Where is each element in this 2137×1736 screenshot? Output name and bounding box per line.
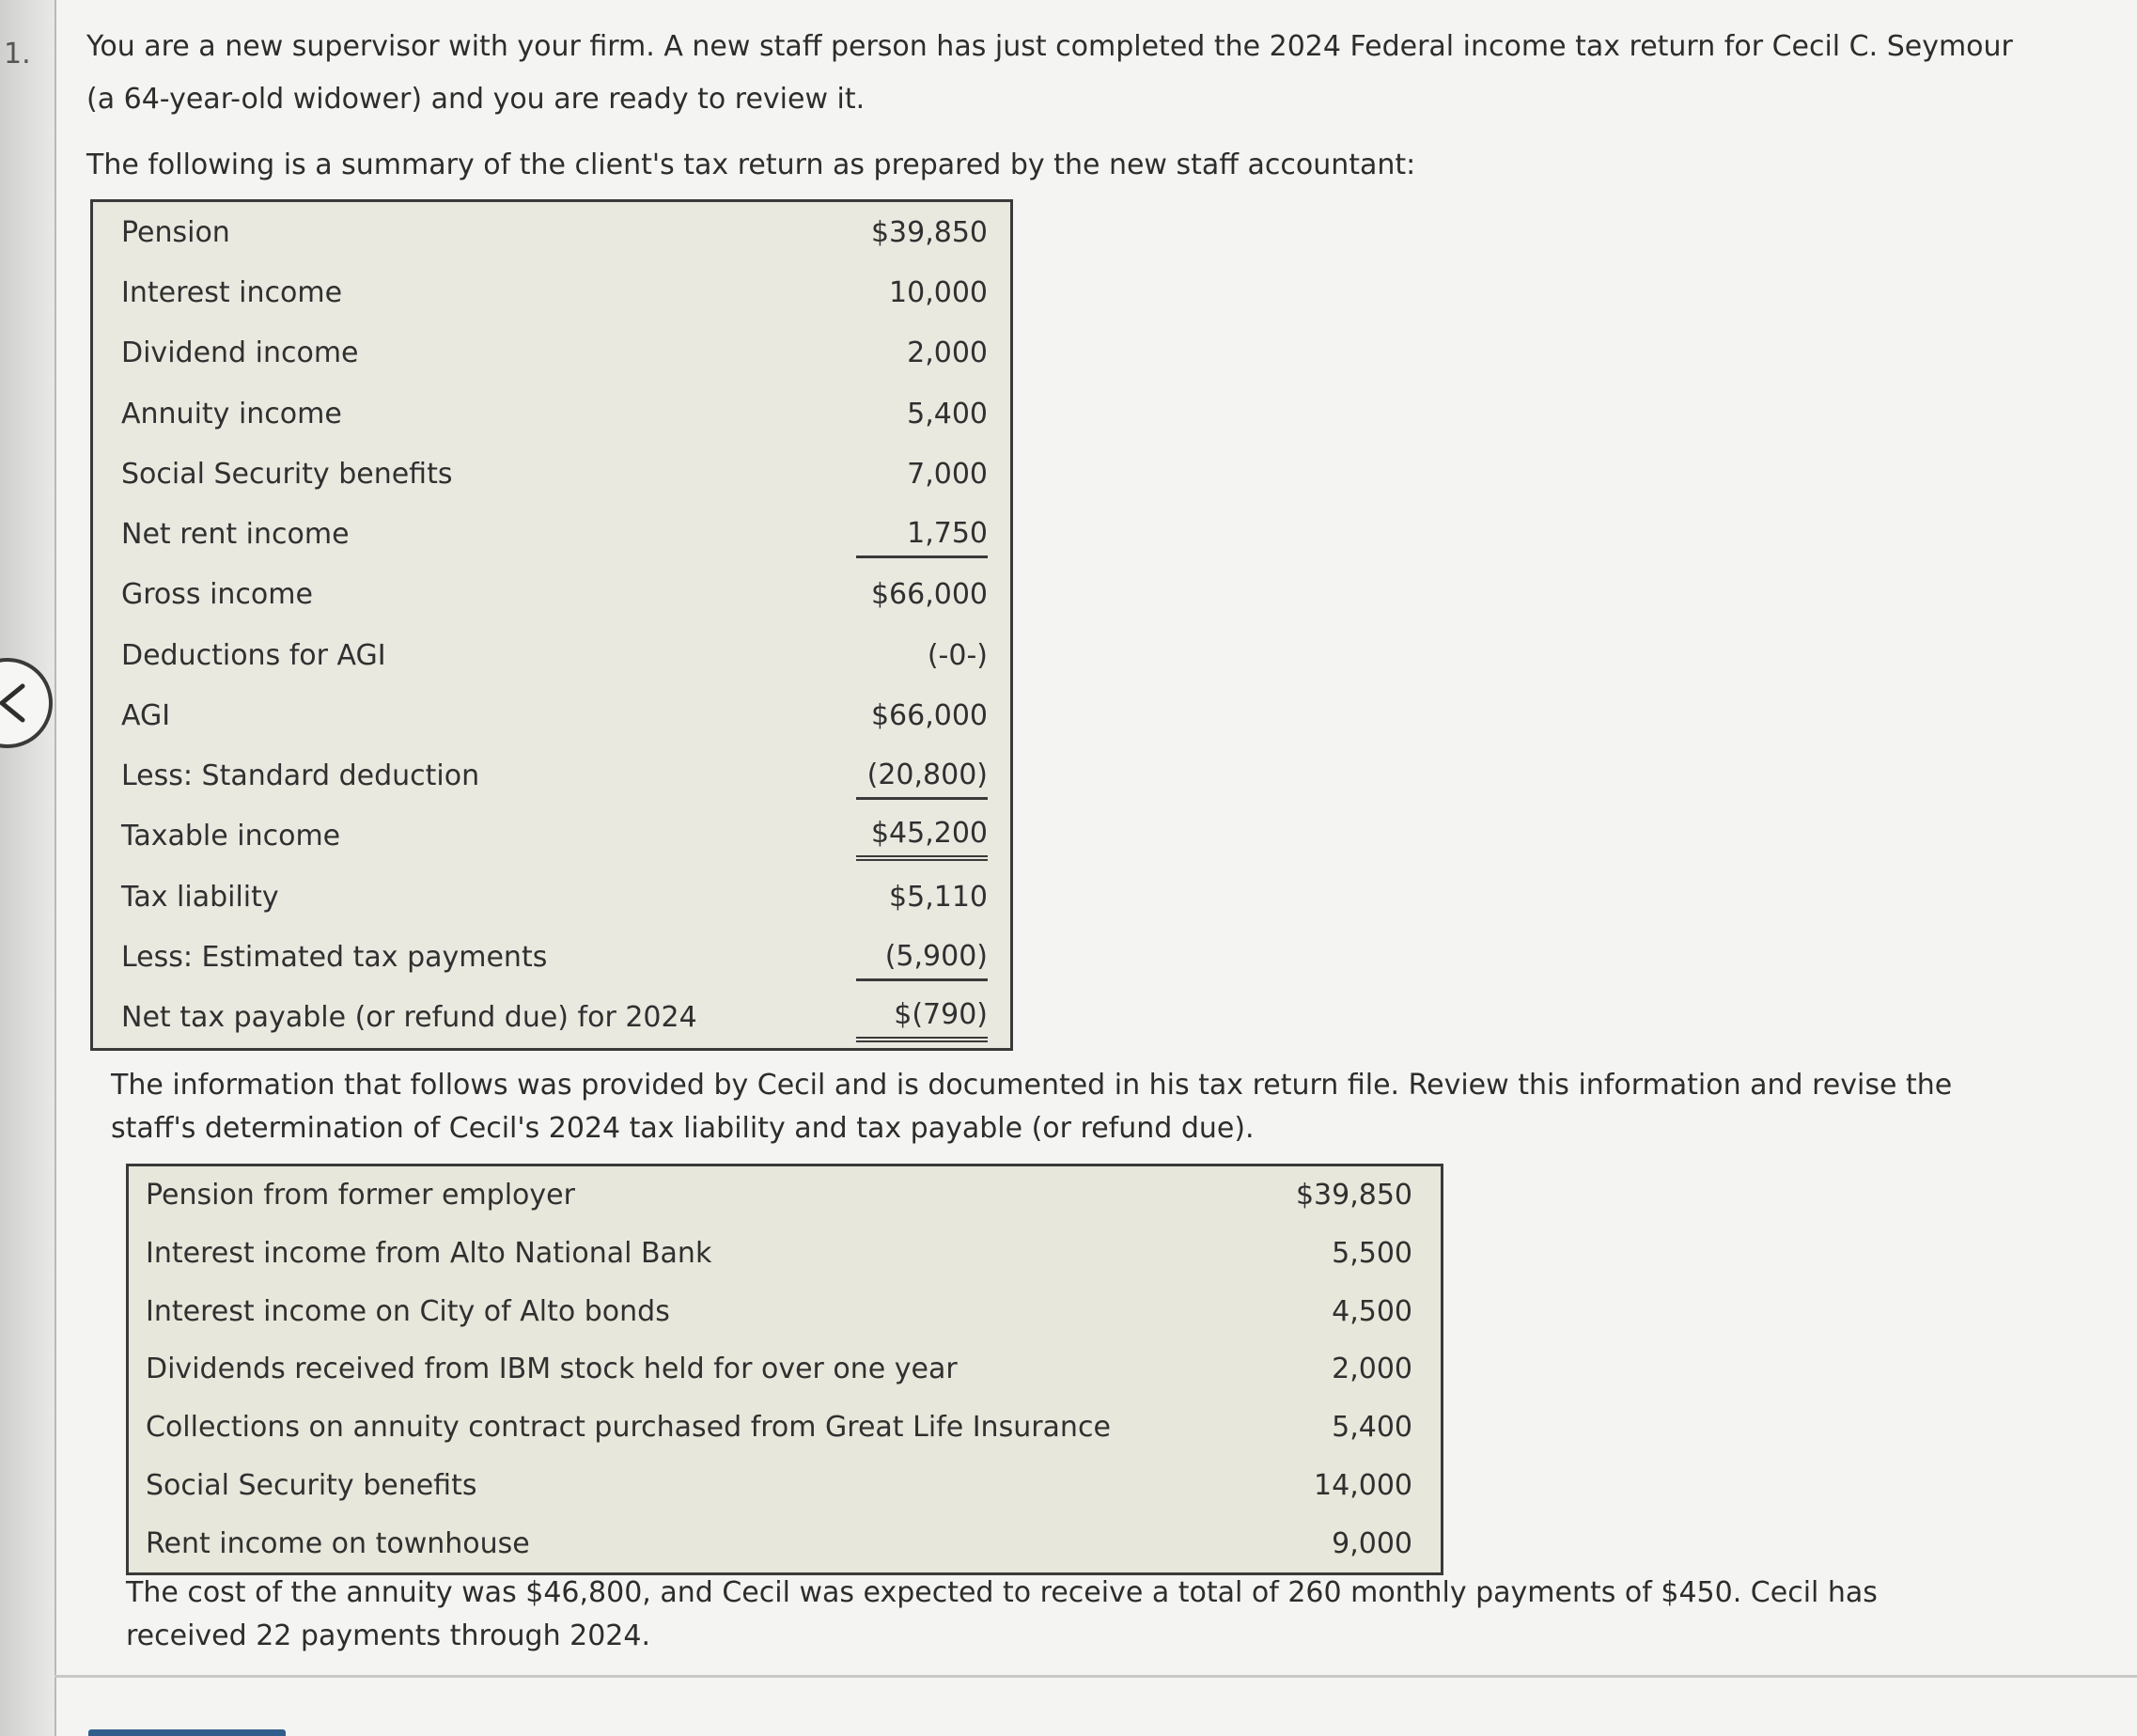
table-row [128,1399,1443,1457]
row-value: 5,500 [1332,1237,1412,1271]
row-value: 1,750 [856,511,988,558]
table-row [92,746,1012,806]
client-information-table [126,1164,1443,1575]
table-row [128,1165,1443,1225]
row-value: 5,400 [907,397,988,430]
left-rail [0,0,56,1736]
row-label: Tax liability [121,880,279,914]
table-row [128,1456,1443,1514]
row-label: Pension from former employer [146,1179,575,1212]
row-value: $(790) [856,993,988,1042]
divider [55,1675,2137,1678]
table-row [92,867,1012,927]
table-row [92,988,1012,1050]
row-label: Rent income on townhouse [146,1526,530,1560]
row-label: Collections on annuity contract purchased from Great Life Insurance [146,1411,1111,1445]
row-value: 2,000 [1332,1353,1412,1386]
row-value: 2,000 [907,336,988,370]
row-label: Net tax payable (or refund due) for 2024 [121,1001,697,1035]
table-row [92,927,1012,987]
table-row [92,806,1012,867]
table-row [128,1340,1443,1399]
row-value: $66,000 [870,698,988,732]
question-number: 1. [4,38,31,70]
info-intro: The information that follows was provided by Cecil and is documented in his tax return file. Review this information and revise the staff's determination of Cecil's 2024 tax liability and tax payable (or refund due). [111,1069,1953,1145]
row-value: 14,000 [1314,1468,1412,1502]
row-value: $66,000 [870,578,988,612]
row-value: $45,200 [856,811,988,861]
row-value: (-0-) [927,638,988,672]
row-label: Annuity income [121,397,342,430]
table-row [92,565,1012,625]
table-row [92,625,1012,685]
summary-intro: The following is a summary of the client's tax return as prepared by the new staff accountant: [86,149,1416,181]
table-row [92,262,1012,322]
row-value: $39,850 [870,215,988,249]
row-value: $5,110 [889,880,988,914]
row-label: Pension [121,215,230,249]
row-value: 4,500 [1332,1294,1412,1328]
row-label: Interest income from Alto National Bank [146,1237,712,1271]
table-row [92,201,1012,263]
row-label: AGI [121,698,171,732]
table-row [128,1514,1443,1573]
table-row [92,323,1012,383]
row-value: $39,850 [1295,1179,1412,1212]
row-label: Net rent income [121,518,350,552]
row-value: (20,800) [856,753,988,800]
row-value: 5,400 [1332,1411,1412,1445]
table-row [128,1225,1443,1283]
row-label: Gross income [121,578,313,612]
intro-paragraph: You are a new supervisor with your firm. A new staff person has just completed the 2024 Federal income tax return for Cecil C. Seymour (a 64-year-old widower) and you are ready to review it. [86,30,2013,116]
row-label: Dividend income [121,336,359,370]
row-label: Less: Standard deduction [121,759,480,793]
row-label: Social Security benefits [146,1468,477,1502]
row-value: 10,000 [889,275,988,309]
bottom-tab[interactable] [88,1729,286,1736]
row-value: 7,000 [907,457,988,491]
row-label: Dividends received from IBM stock held for over one year [146,1353,958,1386]
row-value: 9,000 [1332,1526,1412,1560]
row-value: (5,900) [856,934,988,981]
table-row [92,685,1012,745]
annuity-note: The cost of the annuity was $46,800, and Cecil was expected to receive a total of 260 monthly payments of $450. Cecil has received 22 payments through 2024. [126,1576,1878,1652]
row-label: Social Security benefits [121,457,453,491]
table-row [92,383,1012,444]
row-label: Interest income [121,275,343,309]
row-label: Interest income on City of Alto bonds [146,1294,670,1328]
row-label: Less: Estimated tax payments [121,941,548,975]
row-label: Taxable income [121,820,341,853]
chevron-left-icon [0,682,28,724]
table-row [92,504,1012,564]
row-label: Deductions for AGI [121,638,386,672]
tax-return-summary-table [90,199,1013,1051]
table-row [92,444,1012,504]
table-row [128,1282,1443,1340]
